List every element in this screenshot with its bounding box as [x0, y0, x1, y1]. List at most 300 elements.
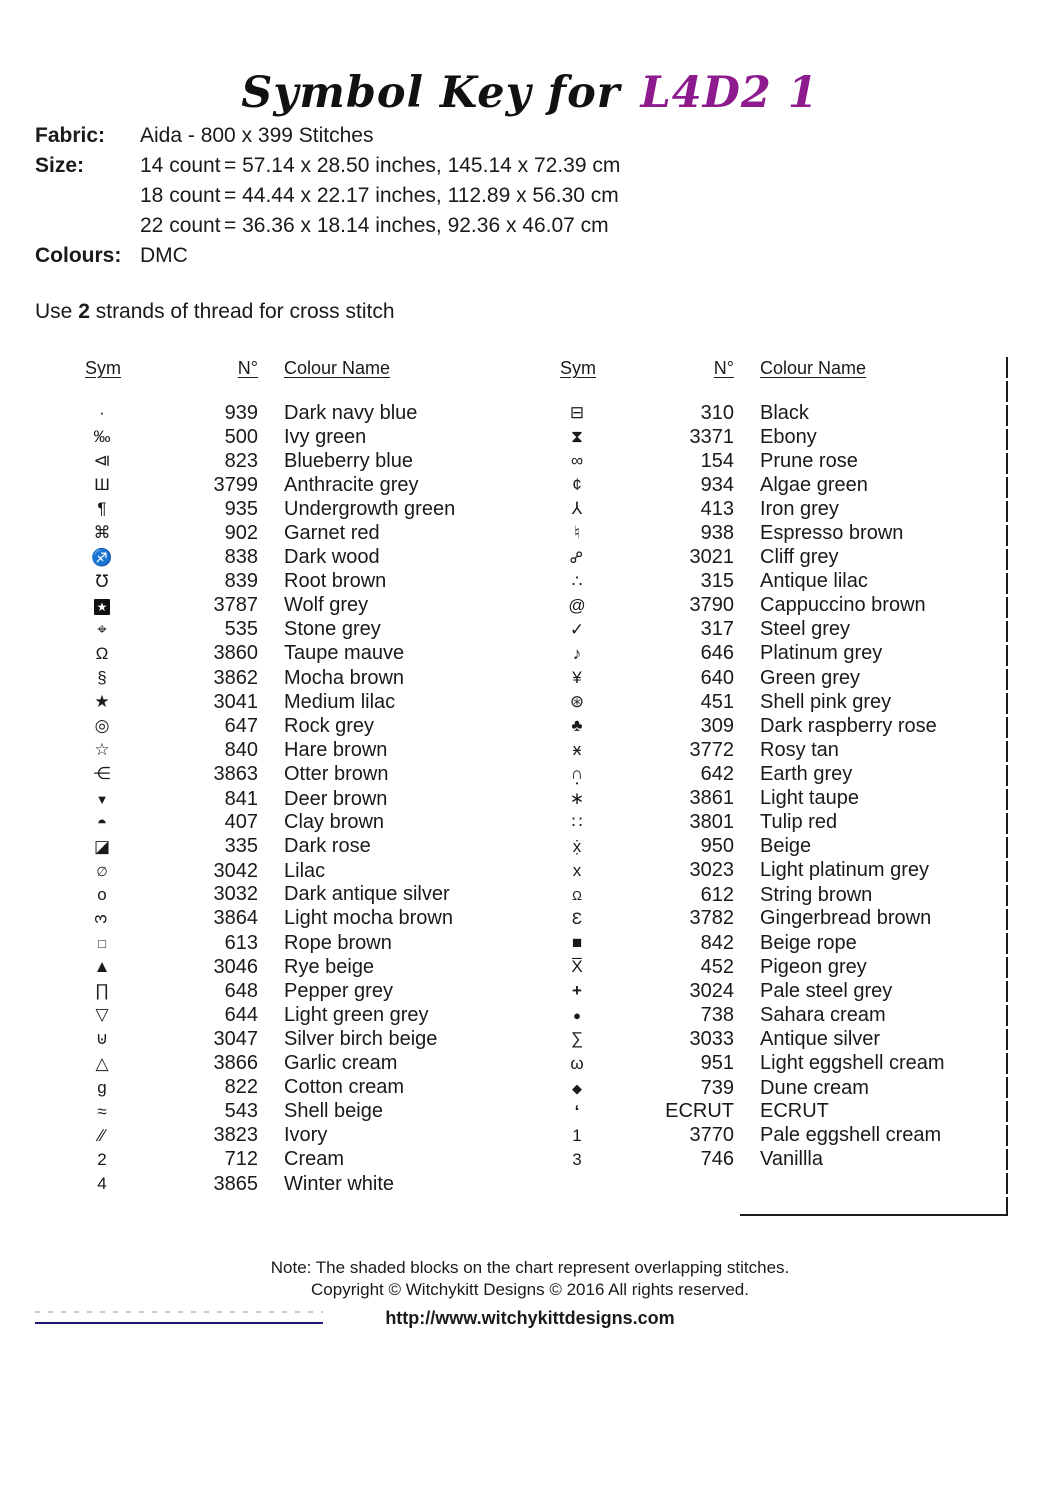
symbol-cell: [85, 641, 119, 666]
thread-number-cell: 938: [700, 521, 734, 544]
stitch-symbol-icon: ♪: [572, 643, 582, 663]
stitch-symbol-icon: ʻ: [574, 1101, 580, 1121]
table-row: [560, 1075, 1007, 1099]
thread-number-cell: 640: [700, 666, 734, 689]
colour-name-cell: Light mocha brown: [284, 907, 453, 930]
key-rows-left: [85, 400, 525, 1195]
table-row: [560, 617, 1007, 641]
stitch-symbol-icon: □: [98, 936, 106, 952]
stitch-symbol-icon: ◪: [93, 836, 111, 856]
colour-name-cell: Ebony: [760, 425, 817, 448]
table-row: [560, 545, 1007, 569]
stitch-symbol-icon: Ω: [572, 887, 582, 903]
thread-number-cell: 935: [224, 497, 258, 520]
stitch-symbol-icon: ▼: [95, 791, 109, 807]
thread-number-cell: 315: [700, 570, 734, 593]
colour-name-cell: Espresso brown: [760, 521, 904, 544]
table-row: [85, 930, 525, 954]
colour-name-cell: Cotton cream: [284, 1076, 405, 1099]
thread-number-cell: 309: [700, 714, 734, 737]
symbol-cell: [85, 593, 119, 617]
table-header-row: [560, 356, 1007, 380]
stitch-symbol-icon: ω: [570, 1053, 584, 1073]
colour-name-cell: Otter brown: [284, 762, 389, 785]
stitch-symbol-icon: ⚯: [564, 545, 589, 569]
symbol-cell: [85, 713, 119, 738]
colour-name-cell: Garlic cream: [284, 1052, 398, 1075]
key-table-column-right: [560, 356, 1007, 1171]
thread-number-cell: 3862: [213, 666, 258, 689]
thread-number-cell: 646: [700, 642, 734, 665]
table-header-row: [85, 356, 525, 380]
stitch-symbol-icon: ★: [94, 692, 110, 712]
colour-name-cell: Algae green: [760, 473, 868, 496]
key-table-column-left: [85, 356, 525, 1195]
thread-number-cell: 3033: [689, 1027, 734, 1050]
symbol-cell: [85, 1099, 119, 1124]
thread-number-cell: 3032: [213, 883, 258, 906]
thread-number-cell: 3787: [213, 593, 258, 616]
stitch-symbol-icon: ♣: [571, 716, 583, 736]
symbol-cell: [560, 520, 594, 545]
table-row: [560, 1026, 1007, 1050]
symbol-cell: [85, 978, 119, 1003]
colour-name-cell: Clay brown: [284, 811, 385, 834]
colour-name-cell: Shell pink grey: [760, 690, 892, 713]
size-count: 18 count: [140, 184, 221, 207]
thread-number-cell: 902: [224, 521, 258, 544]
symbol-cell: [560, 617, 594, 642]
symbol-cell: [85, 810, 119, 835]
symbol-cell: [85, 1123, 119, 1148]
thread-number-cell: 841: [224, 787, 258, 810]
thread-number-cell: 413: [700, 497, 734, 520]
colour-name-cell: Silver birch beige: [284, 1027, 438, 1050]
table-row: [85, 906, 525, 930]
footer-navy-line: [35, 1322, 323, 1324]
colour-name-cell: Taupe mauve: [284, 642, 405, 665]
column-header-num: N°: [713, 358, 734, 378]
thread-number-cell: 838: [224, 546, 258, 569]
colour-name-cell: Dark navy blue: [284, 401, 418, 424]
thread-number-cell: 647: [224, 714, 258, 737]
thread-number-cell: 543: [224, 1100, 258, 1123]
stitch-symbol-icon: ∴: [571, 571, 583, 591]
symbol-cell: [560, 545, 594, 570]
colour-name-cell: Pepper grey: [284, 979, 393, 1002]
symbol-cell: [560, 641, 594, 666]
stitch-symbol-icon: ⌘: [93, 523, 111, 543]
symbol-cell: [85, 954, 119, 979]
thread-number-cell: 612: [700, 883, 734, 906]
colour-name-cell: Anthracite grey: [284, 473, 419, 496]
stitch-symbol-icon: ♮: [573, 523, 581, 543]
table-row: [560, 906, 1007, 930]
table-row: [560, 1123, 1007, 1147]
symbol-cell: [85, 424, 119, 449]
table-row: [85, 617, 525, 641]
table-row: [560, 1099, 1007, 1123]
size-line-14: [140, 154, 620, 178]
table-row: [560, 569, 1007, 593]
column-header-colour-name: Colour Name: [284, 358, 391, 378]
table-row: [85, 1123, 525, 1147]
size-label: Size:: [35, 154, 85, 177]
colour-name-cell: Beige: [760, 835, 812, 858]
symbol-cell: [560, 1123, 594, 1148]
stitch-symbol-icon: ∅: [96, 863, 108, 879]
colour-name-cell: Tulip red: [760, 811, 838, 834]
table-row: [560, 954, 1007, 978]
table-row: [85, 1147, 525, 1171]
table-row: [85, 520, 525, 544]
stitch-symbol-icon: ∏: [95, 981, 109, 1001]
thread-number-cell: 642: [700, 762, 734, 785]
symbol-cell: [85, 1026, 119, 1051]
colour-name-cell: Blueberry blue: [284, 449, 413, 472]
colour-name-cell: Gingerbread brown: [760, 907, 932, 930]
thread-number-cell: 452: [700, 955, 734, 978]
stitch-symbol-icon: ¶: [97, 499, 107, 519]
table-row: [85, 1171, 525, 1195]
table-row: [560, 1002, 1007, 1026]
size-line-18: [140, 184, 619, 208]
thread-number-cell: 3046: [213, 955, 258, 978]
colour-name-cell: Winter white: [284, 1172, 395, 1195]
symbol-cell: [560, 882, 594, 908]
stitch-symbol-icon: ♐: [91, 547, 113, 567]
stitch-symbol-icon: 3: [572, 1149, 582, 1169]
thread-number-cell: ECRUT: [665, 1100, 734, 1123]
thread-number-cell: 3041: [213, 690, 258, 713]
stitch-symbol-icon: x: [572, 860, 582, 880]
thread-number-cell: 407: [224, 811, 258, 834]
bottom-right-border: [740, 1214, 1008, 1216]
symbol-cell: [560, 954, 594, 979]
colour-name-cell: Light taupe: [760, 787, 859, 809]
stitch-symbol-icon: ∑: [570, 1029, 584, 1049]
page-title: [0, 68, 1060, 118]
symbol-cell: [560, 665, 594, 690]
symbol-cell: [85, 472, 119, 497]
symbol-cell: [560, 593, 594, 618]
colour-name-cell: Hare brown: [284, 738, 388, 761]
stitch-symbol-icon: ¥: [572, 668, 582, 688]
stitch-symbol-icon: ⋲: [93, 764, 111, 784]
size-count: 22 count: [140, 214, 221, 237]
table-row: [85, 834, 525, 858]
fabric-value: Aida - 800 x 399 Stitches: [140, 124, 374, 147]
stitch-symbol-icon: ▽: [95, 1005, 109, 1025]
stitch-symbol-icon: 1: [572, 1125, 582, 1145]
stitch-symbol-icon: ∩ •: [571, 762, 583, 786]
symbol-cell: [85, 1075, 119, 1100]
colour-name-cell: Medium lilac: [284, 690, 396, 713]
symbol-cell: [560, 737, 594, 762]
footer-note: Note: The shaded blocks on the chart represent overlapping stitches.: [270, 1258, 790, 1277]
table-row: [560, 689, 1007, 713]
thread-number-cell: 746: [700, 1148, 734, 1171]
table-row: [560, 858, 1007, 882]
symbol-cell: [85, 520, 119, 545]
table-row: [85, 1099, 525, 1123]
colour-name-cell: String brown: [760, 883, 873, 906]
table-row: [560, 665, 1007, 689]
column-header-num: N°: [237, 358, 258, 378]
table-row: [85, 1026, 525, 1050]
stitch-symbol-icon: ⌖: [97, 619, 107, 639]
thread-number-cell: 3865: [213, 1172, 258, 1195]
stitch-symbol-icon: ⅄: [571, 499, 583, 519]
strands-prefix: Use: [35, 300, 73, 323]
stitch-symbol-icon: ●: [573, 1008, 581, 1024]
table-row: [85, 882, 525, 906]
symbol-cell: [560, 400, 594, 425]
colour-name-cell: Sahara cream: [760, 1004, 886, 1027]
table-row: [560, 713, 1007, 737]
colour-name-cell: Pale eggshell cream: [760, 1124, 942, 1147]
colour-name-cell: Iron grey: [760, 497, 839, 520]
colour-name-cell: Rosy tan: [760, 738, 839, 761]
colour-name-cell: Antique silver: [760, 1027, 881, 1050]
colour-name-cell: Rock grey: [284, 714, 375, 737]
stitch-symbol-icon: Ω: [95, 643, 109, 663]
stitch-symbol-icon: ‰: [93, 427, 111, 447]
stitch-symbol-icon: 2: [97, 1149, 107, 1169]
stitch-symbol-icon: ☆: [94, 740, 110, 760]
stitch-symbol-icon: ¢: [572, 475, 582, 495]
symbol-cell: [560, 424, 594, 449]
table-row: [85, 786, 525, 810]
stitch-symbol-icon: ⊛: [569, 692, 585, 712]
column-header-sym: Sym: [85, 358, 121, 378]
page-title-pattern-code: L4D2 1: [640, 68, 819, 118]
thread-number-cell: 317: [700, 618, 734, 641]
colour-name-cell: Stone grey: [284, 618, 381, 641]
table-row: [85, 448, 525, 472]
table-row: [85, 1051, 525, 1075]
colour-name-cell: Dune cream: [760, 1076, 869, 1099]
stitch-symbol-icon: X̅: [571, 957, 583, 977]
thread-number-cell: 613: [224, 932, 258, 955]
thread-number-cell: 739: [700, 1076, 734, 1099]
strands-instruction: [35, 300, 395, 324]
stitch-symbol-icon: △: [95, 1053, 109, 1073]
thread-number-cell: 644: [224, 1003, 258, 1026]
strands-count: 2: [78, 300, 90, 323]
table-row: [85, 858, 525, 882]
symbol-cell: [560, 689, 594, 714]
table-row: [560, 834, 1007, 858]
table-row: [560, 472, 1007, 496]
colour-name-cell: Shell beige: [284, 1100, 383, 1123]
stitch-symbol-icon: o: [97, 884, 107, 904]
symbol-cell: [560, 569, 594, 594]
table-row: [560, 786, 1007, 810]
stitch-symbol-icon: 4: [97, 1174, 107, 1193]
stitch-symbol-icon: Ш: [94, 475, 110, 495]
table-row: [85, 978, 525, 1002]
thread-number-cell: 712: [224, 1148, 258, 1171]
stitch-symbol-icon: ◆: [572, 1080, 582, 1096]
colour-name-cell: Undergrowth green: [284, 497, 456, 520]
colour-name-cell: Light platinum grey: [760, 859, 929, 882]
footer-url[interactable]: http://www.witchykittdesigns.com: [385, 1308, 675, 1328]
symbol-cell: [85, 569, 119, 594]
table-row: [560, 496, 1007, 520]
symbol-cell: [560, 858, 594, 883]
thread-number-cell: 738: [700, 1004, 734, 1027]
colour-name-cell: Deer brown: [284, 787, 388, 810]
stitch-symbol-icon: ▲: [93, 957, 111, 977]
stitch-symbol-icon: ⧗: [571, 427, 583, 447]
symbol-cell: [560, 978, 594, 1003]
stitch-symbol-icon: @: [568, 595, 586, 615]
table-row: [560, 1051, 1007, 1075]
symbol-cell: [560, 1075, 594, 1101]
symbol-cell: [560, 906, 594, 931]
table-row: [560, 641, 1007, 665]
thread-number-cell: 3047: [213, 1027, 258, 1050]
thread-number-cell: 839: [224, 570, 258, 593]
thread-number-cell: 648: [224, 979, 258, 1002]
colours-value: DMC: [140, 244, 188, 267]
symbol-cell: [560, 1051, 594, 1076]
symbol-cell: [560, 761, 594, 786]
table-row: [85, 737, 525, 761]
size-dims: = 44.44 x 22.17 inches, 112.89 x 56.30 cm: [224, 184, 619, 207]
column-header-sym: Sym: [560, 358, 596, 378]
table-row: [560, 737, 1007, 761]
symbol-cell: [560, 786, 594, 811]
table-row: [85, 665, 525, 689]
table-row: [560, 400, 1007, 424]
table-row: [560, 593, 1007, 617]
thread-number-cell: 451: [700, 690, 734, 713]
stitch-symbol-icon: ∕∕: [99, 1125, 105, 1145]
thread-number-cell: 3371: [689, 425, 734, 448]
symbol-cell: [560, 472, 594, 497]
colours-label: Colours:: [35, 244, 122, 267]
colour-name-cell: Light green grey: [284, 1003, 429, 1026]
size-dims: = 36.36 x 18.14 inches, 92.36 x 46.07 cm: [224, 214, 609, 237]
symbol-cell: [560, 713, 594, 738]
table-row: [85, 1002, 525, 1026]
thread-number-cell: 154: [700, 449, 734, 472]
colour-name-cell: Cliff grey: [760, 546, 839, 569]
thread-number-cell: 3021: [689, 546, 734, 569]
colour-name-cell: Beige rope: [760, 931, 857, 954]
thread-number-cell: 3823: [213, 1124, 258, 1147]
stitch-symbol-icon: ∷: [571, 812, 583, 832]
colour-name-cell: Root brown: [284, 570, 387, 593]
stitch-symbol-icon: ∗: [569, 788, 585, 808]
table-row: [560, 424, 1007, 448]
thread-number-cell: 934: [700, 473, 734, 496]
symbol-cell: [85, 786, 119, 812]
colour-name-cell: Dark raspberry rose: [760, 714, 937, 737]
thread-number-cell: 3770: [689, 1124, 734, 1147]
colour-name-cell: Dark antique silver: [284, 883, 450, 906]
thread-number-cell: 823: [224, 449, 258, 472]
stitch-symbol-icon: ⊟: [569, 403, 585, 422]
table-row: [560, 520, 1007, 544]
colour-name-cell: Mocha brown: [284, 666, 405, 689]
table-row: [85, 496, 525, 520]
table-row: [85, 689, 525, 713]
colour-name-cell: Dark wood: [284, 546, 380, 569]
table-row: [560, 930, 1007, 954]
fabric-label: Fabric:: [35, 124, 106, 147]
symbol-cell: [85, 930, 119, 956]
stitch-symbol-icon: ≈: [97, 1101, 107, 1121]
symbol-cell: [85, 545, 119, 570]
table-row: [85, 472, 525, 496]
thread-number-cell: 3024: [689, 979, 734, 1002]
symbol-cell: [85, 858, 119, 884]
thread-number-cell: 500: [224, 425, 258, 448]
thread-number-cell: 3782: [689, 907, 734, 930]
table-row: [85, 593, 525, 617]
stitch-symbol-icon: Ɛ: [571, 908, 583, 928]
thread-number-cell: 3863: [213, 762, 258, 785]
stitch-symbol-icon: 3: [92, 914, 111, 924]
colour-name-cell: Dark rose: [284, 835, 371, 858]
thread-number-cell: 951: [700, 1052, 734, 1075]
strands-suffix: strands of thread for cross stitch: [95, 300, 395, 323]
stitch-symbol-icon: ℧: [95, 571, 109, 591]
table-row: [85, 954, 525, 978]
stitch-symbol-icon: +: [572, 981, 582, 1001]
thread-number-cell: 3860: [213, 642, 258, 665]
symbol-cell: [85, 906, 119, 931]
symbol-cell: [85, 1002, 119, 1027]
stitch-symbol-icon: g: [97, 1077, 107, 1097]
symbol-cell: [560, 448, 594, 473]
colour-name-cell: Light eggshell cream: [760, 1052, 945, 1075]
table-row: [85, 1075, 525, 1099]
symbol-cell: [560, 930, 594, 955]
table-row: [85, 641, 525, 665]
stitch-symbol-icon: ★: [94, 599, 110, 615]
symbol-cell: [85, 1051, 119, 1076]
thread-number-cell: 840: [224, 738, 258, 761]
symbol-cell: [85, 689, 119, 714]
page-title-main: Symbol Key for: [241, 68, 621, 118]
colour-name-cell: Cream: [284, 1148, 345, 1171]
footer-dotted-line: [35, 1311, 323, 1313]
stitch-symbol-icon: ◓: [96, 812, 108, 832]
thread-number-cell: 310: [700, 401, 734, 424]
colour-name-cell: Earth grey: [760, 762, 853, 785]
colour-name-cell: Green grey: [760, 666, 861, 689]
table-row: [85, 569, 525, 593]
symbol-cell: [560, 1002, 594, 1028]
stitch-symbol-icon: ◎: [94, 716, 110, 736]
table-row: [85, 810, 525, 834]
symbol-cell: [85, 665, 119, 690]
footer-copyright: Copyright © Witchykitt Designs © 2016 All rights reserved.: [311, 1280, 749, 1299]
stitch-symbol-icon: ẋ̣: [572, 836, 582, 856]
thread-number-cell: 3861: [689, 787, 734, 809]
size-count: 14 count: [140, 154, 221, 177]
symbol-cell: [560, 810, 594, 835]
colour-name-cell: Pale steel grey: [760, 979, 893, 1002]
symbol-cell: [560, 496, 594, 521]
stitch-symbol-icon: ✓: [569, 619, 585, 639]
thread-number-cell: 3799: [213, 473, 258, 496]
colour-name-cell: ECRUT: [760, 1100, 829, 1123]
